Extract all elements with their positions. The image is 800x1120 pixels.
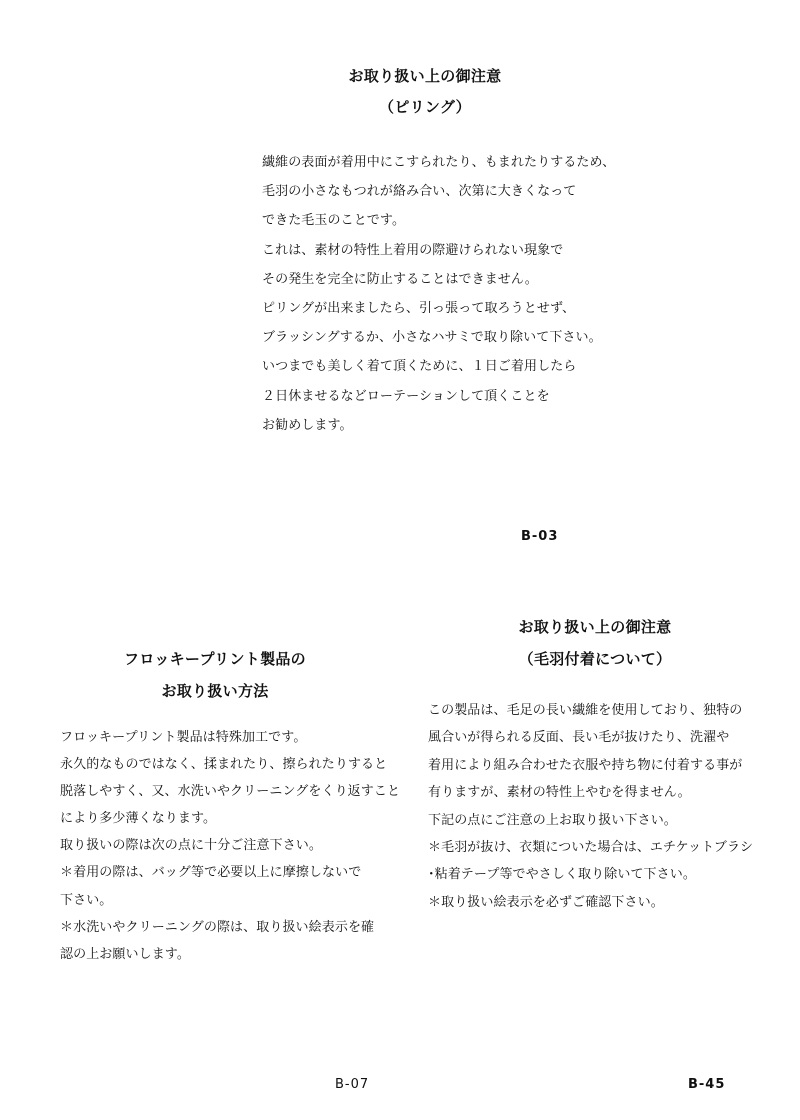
flocky-line: により多少薄くなります。	[60, 811, 217, 827]
flocky-line: 取り扱いの際は次の点に十分ご注意下さい。	[60, 838, 323, 854]
flocky-line: 脱落しやすく、又、水洗いやクリーニングをくり返すこと	[60, 784, 401, 800]
fuzz-subtitle: （毛羽付着について）	[518, 650, 672, 668]
flocky-code: B-07	[335, 1077, 370, 1092]
flocky-line: ＊着用の際は、バッグ等で必要以上に摩擦しないで	[60, 865, 362, 881]
pilling-line: 繊維の表面が着用中にこすられたり、もまれたりするため、	[262, 155, 616, 170]
pilling-line: 毛羽の小さなもつれが絡み合い、次第に大きくなって	[262, 184, 577, 200]
flocky-line: 認の上お願いします。	[60, 946, 190, 962]
fuzz-line: 着用により組み合わせた衣服や持ち物に付着する事が	[428, 757, 743, 773]
flocky-line: 下さい。	[60, 892, 113, 908]
fuzz-line: 風合いが得られる反面、長い毛が抜けたり、洗濯や	[428, 730, 730, 746]
fuzz-line: ＊取り扱い絵表示を必ずご確認下さい。	[428, 894, 664, 910]
flocky-line: 永久的なものではなく、揉まれたり、擦られたりすると	[60, 757, 388, 773]
fuzz-title: お取り扱い上の御注意	[518, 618, 672, 636]
fuzz-body	[428, 697, 753, 916]
pilling-line: これは、素材の特性上着用の際避けられない現象で	[262, 242, 564, 258]
pilling-title: お取り扱い上の御注意	[348, 67, 502, 85]
flocky-line: ＊水洗いやクリーニングの際は、取り扱い絵表示を確	[60, 919, 375, 935]
fuzz-line: この製品は、毛足の長い繊維を使用しており、独特の	[428, 703, 743, 718]
pilling-body	[262, 148, 615, 440]
pilling-line: ピリングが出来ましたら、引っ張って取ろうとせず、	[262, 301, 576, 317]
fuzz-code: B-45	[688, 1077, 726, 1092]
flocky-title: フロッキープリント製品の	[124, 650, 306, 668]
pilling-line: いつまでも美しく着て頂くために、１日ご着用したら	[262, 359, 577, 375]
pilling-subtitle: （ピリング）	[379, 98, 471, 116]
pilling-line: できた毛玉のことです。	[262, 213, 406, 229]
fuzz-line: ･粘着テープ等でやさしく取り除いて下さい。	[428, 867, 696, 883]
pilling-line: ２日休ませるなどローテーションして頂くことを	[262, 388, 550, 404]
fuzz-line: ＊毛羽が抜け、衣類についた場合は、エチケットブラシ	[428, 840, 754, 856]
pilling-line: ブラッシングするか、小さなハサミで取り除いて下さい。	[262, 330, 602, 346]
pilling-line: お勧めします。	[262, 417, 353, 433]
pilling-line: その発生を完全に防止することはできません。	[262, 271, 538, 287]
flocky-subtitle: お取り扱い方法	[161, 682, 269, 700]
fuzz-line: 有りますが、素材の特性上やむを得ません。	[428, 785, 691, 801]
pilling-code: B-03	[521, 529, 559, 544]
flocky-body	[60, 724, 400, 968]
flocky-line: フロッキープリント製品は特殊加工です。	[60, 730, 307, 745]
fuzz-line: 下記の点にご注意の上お取り扱い下さい。	[428, 812, 677, 828]
